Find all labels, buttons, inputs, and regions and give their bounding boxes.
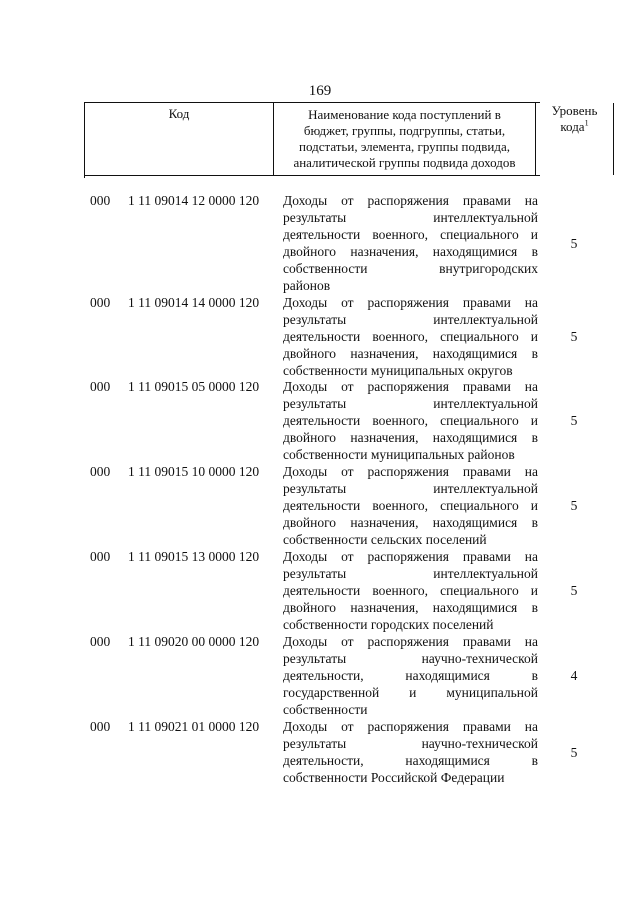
row-income-name-line: результаты научно-технической <box>283 736 538 751</box>
row-level: 5 <box>570 236 578 251</box>
row-income-name-line: двойного назначения, находящимися в <box>283 430 538 445</box>
row-income-name-line: результаты интеллектуальной <box>283 396 538 411</box>
header-level-line1: Уровень <box>551 103 598 118</box>
header-code: Код <box>84 103 273 178</box>
row-income-name <box>283 548 538 633</box>
row-income-code: 1 11 09014 12 0000 120 <box>128 193 260 208</box>
row-level: 5 <box>570 329 578 344</box>
row-income-code: 1 11 09020 00 0000 120 <box>128 634 260 649</box>
row-income-name-line: собственности муниципальных районов <box>283 447 515 462</box>
header-name <box>273 103 535 175</box>
row-income-name-line: двойного назначения, находящимися в <box>283 515 538 530</box>
page-number: 169 <box>308 83 332 99</box>
row-income-code: 1 11 09015 13 0000 120 <box>128 549 260 564</box>
header-level-word: кода <box>560 119 585 134</box>
row-income-name-line: деятельности военного, специального и <box>283 329 538 344</box>
row-income-name <box>283 633 538 718</box>
row-income-code: 1 11 09015 10 0000 120 <box>128 464 260 479</box>
row-income-name <box>283 718 538 786</box>
header-name-line: подстатьи, элемента, группы подвида, <box>299 139 510 154</box>
row-income-name-line: собственности муниципальных округов <box>283 363 513 378</box>
row-level: 4 <box>570 668 578 683</box>
row-income-name-line: результаты интеллектуальной <box>283 210 538 225</box>
row-admin-code: 000 <box>90 634 111 649</box>
row-income-name-line: Доходы от распоряжения правами на <box>283 634 538 649</box>
row-level: 5 <box>570 745 578 760</box>
row-income-name-line: результаты интеллектуальной <box>283 481 538 496</box>
row-income-name-line: деятельности военного, специального и <box>283 227 538 242</box>
row-income-name-line: деятельности, находящимися в <box>283 753 538 768</box>
row-income-name-line: Доходы от распоряжения правами на <box>283 295 538 310</box>
row-income-name-line: результаты интеллектуальной <box>283 312 538 327</box>
row-admin-code: 000 <box>90 379 111 394</box>
row-income-name-line: Доходы от распоряжения правами на <box>283 549 538 564</box>
header-name-line: Наименование кода поступлений в <box>308 107 501 122</box>
row-income-name-line: Доходы от распоряжения правами на <box>283 379 538 394</box>
row-income-name-line: двойного назначения, находящимися в <box>283 346 538 361</box>
row-admin-code: 000 <box>90 295 111 310</box>
row-income-name-line: собственности внутригородских <box>283 261 538 276</box>
row-income-name-line: двойного назначения, находящимися в <box>283 244 538 259</box>
row-income-code: 1 11 09015 05 0000 120 <box>128 379 260 394</box>
row-level: 5 <box>570 413 578 428</box>
header-level <box>535 103 614 175</box>
row-income-name-line: деятельности, находящимися в <box>283 668 538 683</box>
row-income-name-line: деятельности военного, специального и <box>283 413 538 428</box>
row-income-name-line: государственной и муниципальной <box>283 685 538 700</box>
row-income-name-line: собственности сельских поселений <box>283 532 487 547</box>
row-income-name <box>283 378 538 463</box>
row-income-name-line: результаты научно-технической <box>283 651 538 666</box>
row-income-name-line: Доходы от распоряжения правами на <box>283 719 538 734</box>
row-admin-code: 000 <box>90 193 111 208</box>
header-name-line: бюджет, группы, подгруппы, статьи, <box>303 123 506 138</box>
row-income-code: 1 11 09014 14 0000 120 <box>128 295 260 310</box>
row-level: 5 <box>570 498 578 513</box>
row-income-name-line: районов <box>283 278 331 293</box>
row-income-name-line: результаты интеллектуальной <box>283 566 538 581</box>
row-admin-code: 000 <box>90 719 111 734</box>
row-income-name-line: собственности городских поселений <box>283 617 494 632</box>
row-income-name-line: двойного назначения, находящимися в <box>283 600 538 615</box>
row-admin-code: 000 <box>90 464 111 479</box>
row-income-name-line: собственности <box>283 702 368 717</box>
row-income-name <box>283 192 538 294</box>
header-name-line: аналитической группы подвида доходов <box>293 155 516 170</box>
row-income-name-line: деятельности военного, специального и <box>283 583 538 598</box>
row-income-name-line: Доходы от распоряжения правами на <box>283 464 538 479</box>
footnote-marker: 1 <box>584 118 589 128</box>
row-income-name-line: Доходы от распоряжения правами на <box>283 193 538 208</box>
row-level: 5 <box>570 583 578 598</box>
header-level-line2 <box>536 119 613 135</box>
table-header <box>84 102 598 176</box>
row-income-name-line: собственности Российской Федерации <box>283 770 505 785</box>
row-income-name-line: деятельности военного, специального и <box>283 498 538 513</box>
row-income-name <box>283 294 538 379</box>
row-admin-code: 000 <box>90 549 111 564</box>
row-income-code: 1 11 09021 01 0000 120 <box>128 719 260 734</box>
row-income-name <box>283 463 538 548</box>
